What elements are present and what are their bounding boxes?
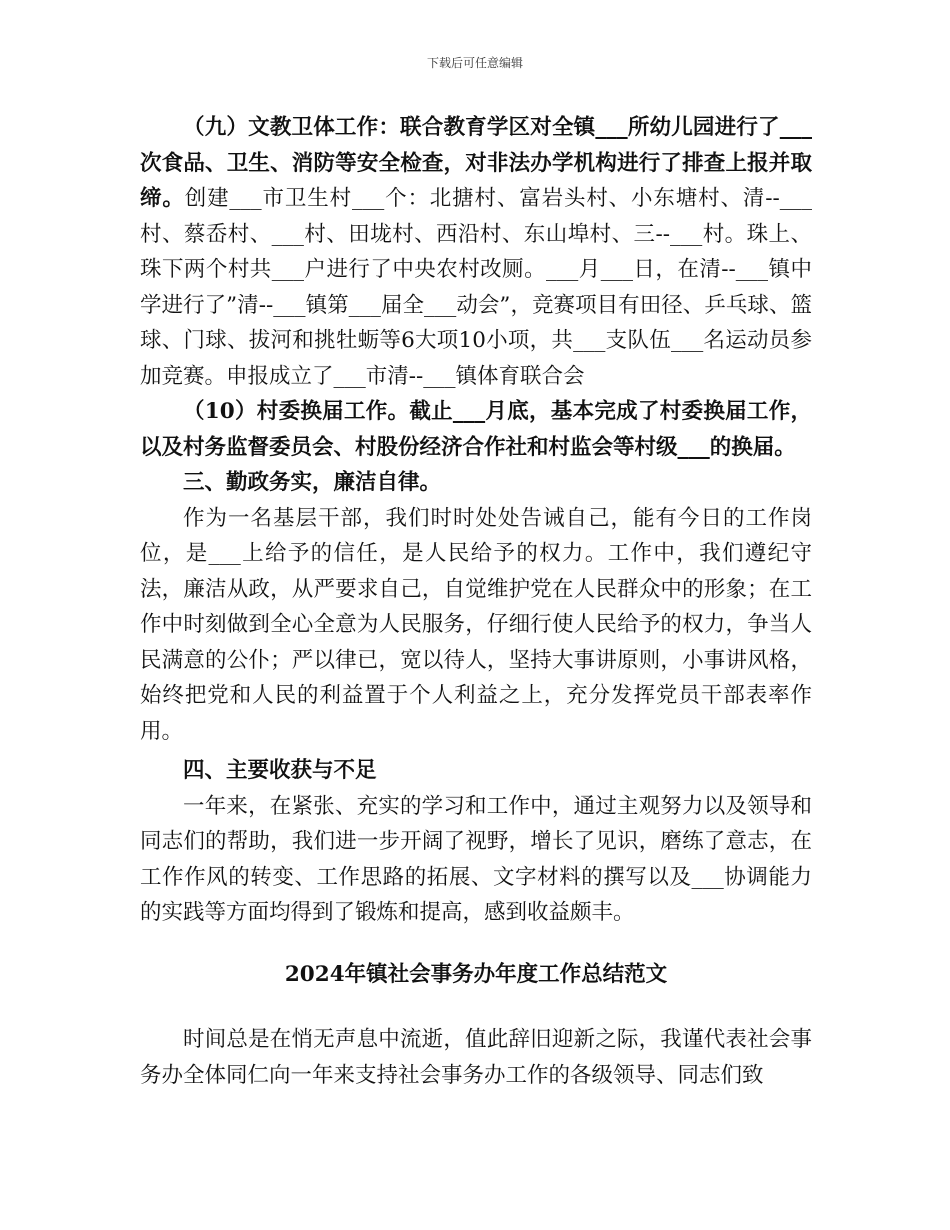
page-header-note: 下载后可任意编辑 xyxy=(426,56,523,70)
paragraph-culture-education-lead: （九）文教卫体工作：联合教育学区对全镇___所幼儿园进行了___次食品、卫生、消防等安全检查，对非法办学机构进行了排查上报并取缔。 xyxy=(140,115,812,211)
paragraph-intro: 时间总是在悄无声息中流逝，值此辞旧迎新之际，我谨代表社会事务办全体同仁向一年来支持社会事务办工作的各级领导、同志们致 xyxy=(140,1027,812,1088)
section-heading-integrity: 三、勤政务实，廉洁自律。 xyxy=(183,470,442,495)
paragraph-culture-education-rest: 创建___市卫生村___个：北搪村、富岩头村、小东塘村、清--___村、蔡岙村、___村、田垅村、西沿村、东山埠村、三--___村。珠上、珠下两个村共___户进行了中央农村改厕。___月___日，在清--___镇中学进行了”清--___镇第___届全___动会”，竞赛项目有田径、乒乓球、篮球、门球、拔河和挑牡蛎等6大项10小项，共___支队伍___名运动员参加竞赛。申报成立了___市清--___镇体育联合会 xyxy=(140,186,812,389)
document-body xyxy=(140,110,812,1093)
paragraph-village-election: （10）村委换届工作。截止___月底，基本完成了村委换届工作，以及村务监督委员会、村股份经济合作社和村监会等村级___的换届。 xyxy=(140,399,812,460)
paragraph-culture-education xyxy=(140,110,812,394)
paragraph-integrity: 作为一名基层干部，我们时时处处告诫自己，能有今日的工作岗位，是___上给予的信任，是人民给予的权力。工作中，我们遵纪守法，廉洁从政，从严要求自己，自觉维护党在人民群众中的形象；在工作中时刻做到全心全意为人民服务，仔细行使人民给予的权力，争当人民满意的公仆；严以律已，宽以待人，坚持大事讲原则，小事讲风格，始终把党和人民的利益置于个人利益之上，充分发挥党员干部表率作用。 xyxy=(140,505,812,744)
section-heading-gains: 四、主要收获与不足 xyxy=(183,758,377,783)
paragraph-gains: 一年来，在紧张、充实的学习和工作中，通过主观努力以及领导和同志们的帮助，我们进一步开阔了视野，增长了见识，磨练了意志，在工作作风的转变、工作思路的拓展、文字材料的撰写以及___协调能力的实践等方面均得到了锻炼和提高，感到收益颇丰。 xyxy=(140,793,812,925)
document-title: 2024年镇社会事务办年度工作总结范文 xyxy=(284,961,668,987)
